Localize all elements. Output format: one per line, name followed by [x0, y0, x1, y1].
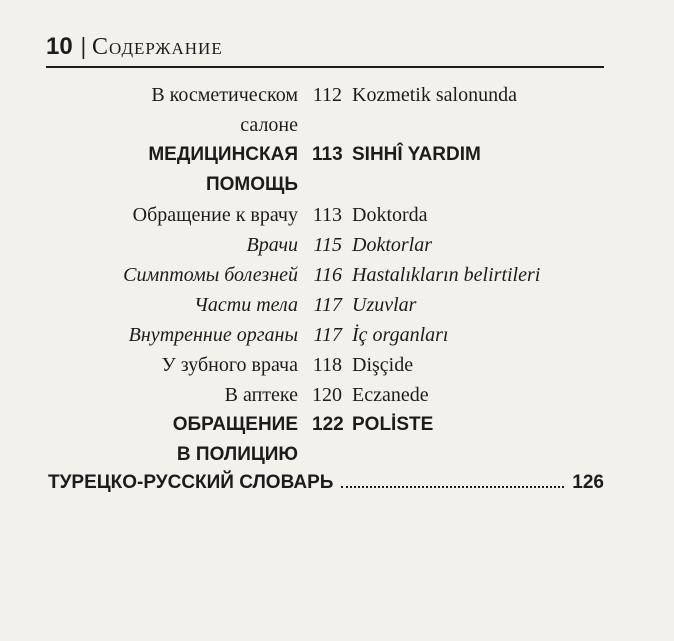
toc-russian-title: Симптомы болезней [123, 264, 298, 286]
toc-russian-title: У зубного врача [161, 354, 298, 376]
section-title: Содержание [92, 34, 223, 60]
toc-russian-title: Внутренние органы [128, 324, 298, 346]
toc-row[interactable] [0, 140, 674, 170]
page-header [46, 32, 223, 62]
toc-turkish-title: POLİSTE [352, 414, 434, 435]
toc-row[interactable] [0, 80, 674, 110]
dictionary-title: ТУРЕЦКО-РУССКИЙ СЛОВАРЬ [48, 472, 334, 493]
toc-russian-title: салоне [240, 114, 298, 136]
toc-russian-title: В косметическом [151, 84, 298, 106]
leader-dots [341, 486, 564, 488]
toc-row[interactable] [0, 350, 674, 380]
toc-row[interactable] [0, 200, 674, 230]
toc-list [0, 80, 674, 470]
toc-turkish-title: Doktorlar [352, 234, 432, 256]
toc-row[interactable] [0, 380, 674, 410]
toc-row[interactable] [0, 230, 674, 260]
toc-russian-title: Врачи [246, 234, 298, 256]
toc-page-number: 117 [313, 294, 342, 316]
toc-russian-title: В ПОЛИЦИЮ [176, 444, 298, 465]
toc-turkish-title: İç organları [352, 324, 449, 346]
toc-turkish-title: Doktorda [352, 204, 428, 226]
toc-russian-title: ОБРАЩЕНИЕ [172, 414, 298, 435]
toc-page-number: 115 [313, 234, 342, 256]
toc-page-number: 122 [312, 414, 344, 435]
toc-turkish-title: SIHHÎ YARDIM [352, 144, 481, 165]
toc-turkish-title: Hastalıkların belirtileri [352, 264, 541, 286]
header-separator: | [80, 34, 86, 60]
toc-row[interactable] [0, 290, 674, 320]
toc-page-number: 120 [312, 384, 342, 406]
toc-russian-title: Части тела [194, 294, 298, 316]
toc-russian-title: ПОМОЩЬ [205, 174, 298, 195]
dictionary-page: 126 [572, 472, 604, 493]
toc-page-number: 113 [312, 144, 343, 165]
toc-page-number: 112 [312, 84, 342, 106]
toc-page-number: 117 [313, 324, 342, 346]
toc-turkish-title: Kozmetik salonunda [352, 84, 517, 106]
toc-turkish-title: Uzuvlar [352, 294, 417, 316]
toc-row[interactable] [0, 440, 674, 470]
toc-row[interactable] [0, 320, 674, 350]
toc-russian-title: Обращение к врачу [132, 204, 298, 226]
header-rule [46, 66, 604, 68]
toc-page-number: 118 [312, 354, 342, 376]
dictionary-entry[interactable] [48, 468, 604, 498]
toc-russian-title: В аптеке [224, 384, 298, 406]
toc-row[interactable] [0, 260, 674, 290]
page-number: 10 [46, 33, 73, 60]
toc-page-number: 116 [313, 264, 342, 286]
toc-turkish-title: Eczanede [352, 384, 429, 406]
toc-page-number: 113 [312, 204, 342, 226]
toc-turkish-title: Dişçide [352, 354, 414, 376]
toc-row[interactable] [0, 170, 674, 200]
toc-row[interactable] [0, 110, 674, 140]
toc-russian-title: МЕДИЦИНСКАЯ [148, 144, 298, 165]
toc-row[interactable] [0, 410, 674, 440]
